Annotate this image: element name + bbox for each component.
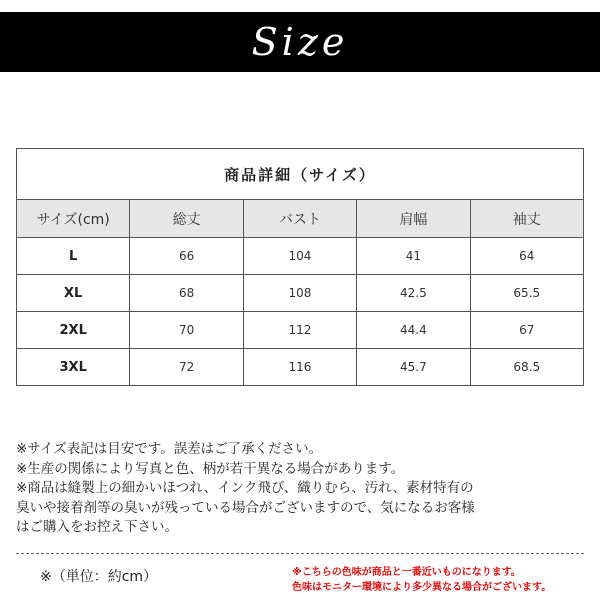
size-chart-table [16,148,584,386]
cell-shoulder: 41 [357,238,470,275]
cell-sleeve: 65.5 [470,275,583,312]
cell-total-length: 66 [130,238,243,275]
table-header-row [17,200,584,238]
note-line: はご購入をお控え下さい。 [16,519,178,535]
dashed-divider [16,553,584,554]
cell-total-length: 72 [130,349,243,386]
row-size-label: 2XL [17,312,130,349]
cell-shoulder: 42.5 [357,275,470,312]
table-caption: 商品詳細（サイズ） [17,149,584,200]
cell-total-length: 68 [130,275,243,312]
table-row [17,312,584,349]
header-bust: バスト [243,200,356,238]
cell-shoulder: 44.4 [357,312,470,349]
cell-bust: 112 [243,312,356,349]
cell-sleeve: 64 [470,238,583,275]
color-note-line: 色味はモニター環境により多少異なる場合がございます。 [292,582,552,593]
cell-bust: 104 [243,238,356,275]
color-note-block [292,565,592,595]
row-size-label: XL [17,275,130,312]
notes-block [16,440,586,538]
header-size: サイズ(cm) [17,200,130,238]
cell-total-length: 70 [130,312,243,349]
note-line: ※サイズ表記は目安です。誤差はご了承ください。 [16,441,323,457]
table-row [17,349,584,386]
header-sleeve: 袖丈 [470,200,583,238]
cell-shoulder: 45.7 [357,349,470,386]
color-note-line: ※こちらの色味が商品と一番近いものになります。 [292,567,521,578]
table-row [17,238,584,275]
cell-sleeve: 68.5 [470,349,583,386]
cell-bust: 116 [243,349,356,386]
header-shoulder: 肩幅 [357,200,470,238]
unit-note: ※（単位：約cm） [40,569,158,585]
cell-bust: 108 [243,275,356,312]
size-banner [0,12,600,72]
note-line: ※商品は縫製上の細かいほつれ、インク飛び、織りむら、汚れ、素材特有の [16,480,474,496]
row-size-label: L [17,238,130,275]
note-line: ※生産の関係により写真と色、柄が若干異なる場合があります。 [16,460,405,477]
table-row [17,275,584,312]
note-line: 臭いや接着剤等の臭いが残っている場合がございますので、気になるお客様 [16,499,475,516]
row-size-label: 3XL [17,349,130,386]
cell-sleeve: 67 [470,312,583,349]
banner-title: Size [251,20,349,64]
header-total-length: 総丈 [130,200,243,238]
